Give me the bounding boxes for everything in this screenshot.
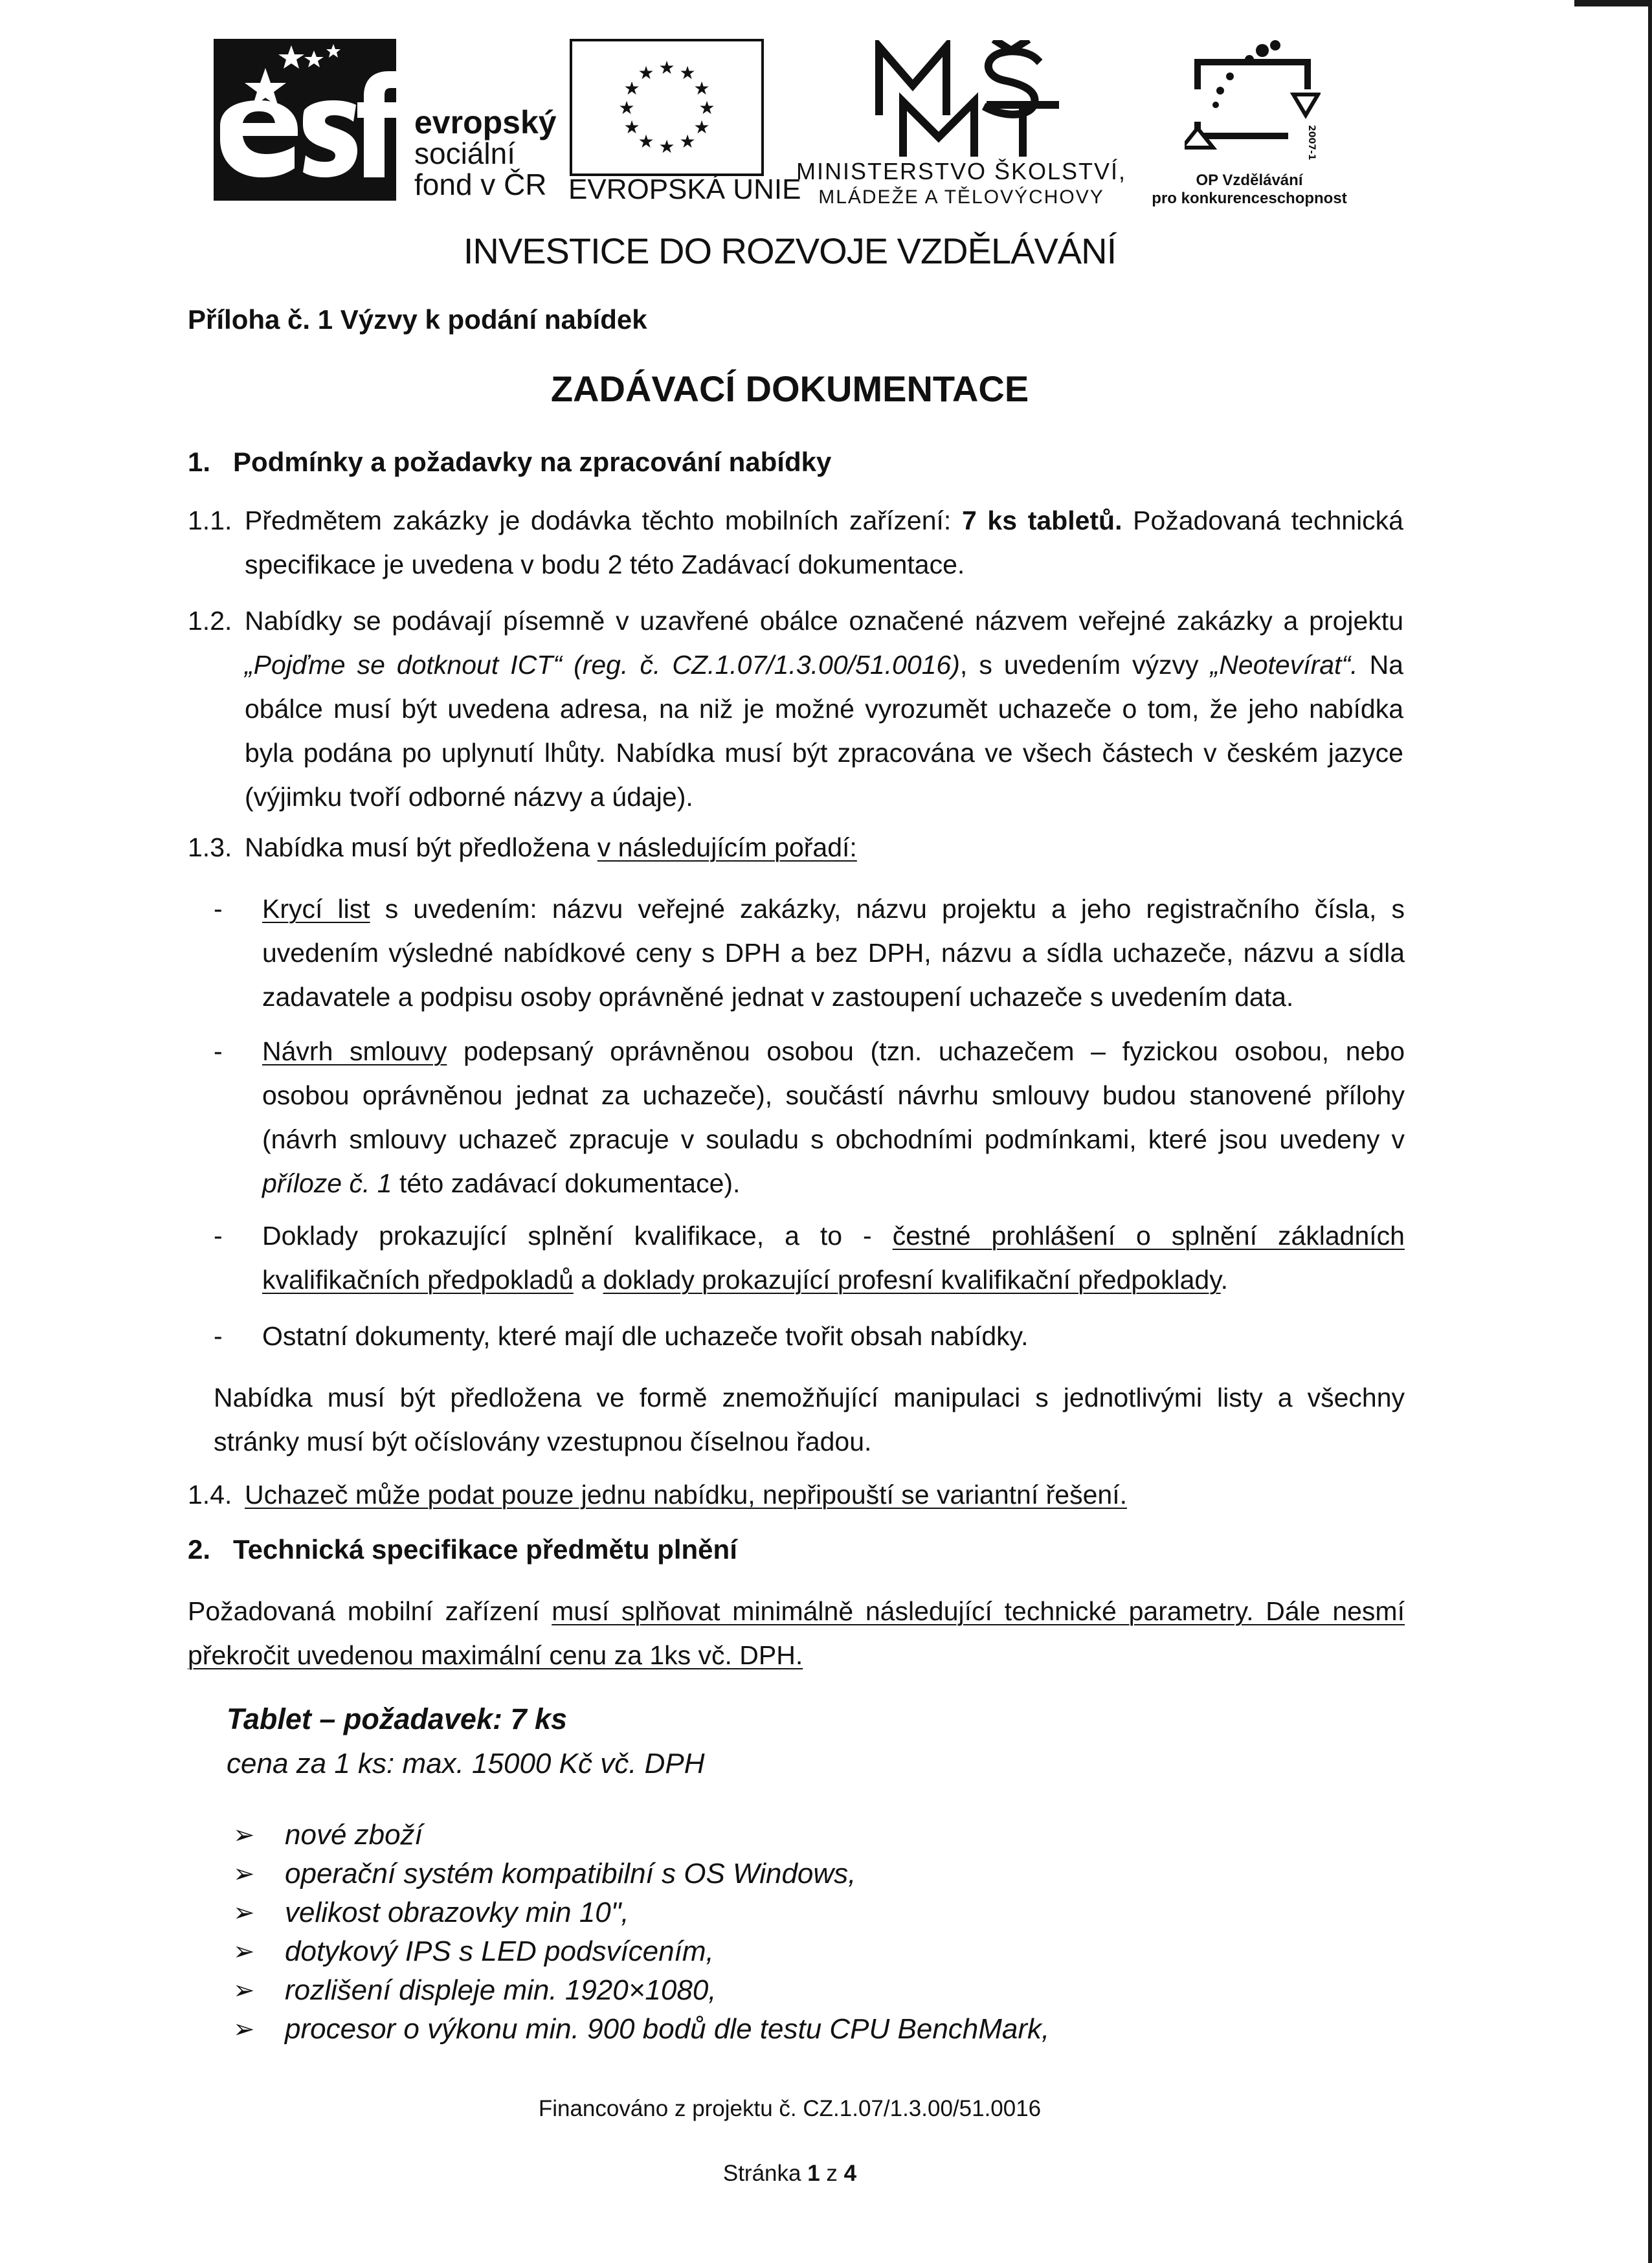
op-logo	[1185, 38, 1321, 161]
arrow-bullet-icon: ➢	[233, 1976, 255, 2005]
section2-heading: 2. Technická specifikace předmětu plnění	[188, 1534, 737, 1565]
qualification-text-a: Doklady prokazující splnění kvalifikace, a to -	[262, 1221, 872, 1251]
svg-text:★: ★	[698, 97, 715, 118]
list-item	[233, 2010, 1463, 2049]
dash-item-qualification	[262, 1214, 1405, 1302]
qualification-text-c: .	[1220, 1265, 1229, 1295]
arrow-bullet-icon: ➢	[233, 1821, 255, 1849]
p11-text-a: Předmětem zakázky je dodávka těchto mobilních zařízení:	[245, 506, 952, 535]
dash-marker-3: -	[214, 1221, 223, 1251]
financing-note: Financováno z projektu č. CZ.1.07/1.3.00/51.0016	[538, 2096, 1042, 2121]
p13-text-a: Nabídka musí být předložena	[245, 832, 590, 862]
page-label: Stránka	[722, 2161, 801, 2186]
eu-caption: EVROPSKÁ UNIE	[568, 173, 801, 205]
list-item	[233, 1932, 1463, 1971]
list-item	[233, 1855, 1463, 1893]
page-number	[0, 2161, 1579, 2187]
arrow-bullet-icon: ➢	[233, 2015, 255, 2044]
list-item	[233, 1816, 1463, 1855]
scan-edge	[1648, 0, 1652, 2263]
arrow-bullet-icon: ➢	[233, 1860, 255, 1888]
op-years-label: 2007-13	[1306, 125, 1317, 161]
esf-caption-line1: evropský	[414, 104, 557, 140]
spec-text: velikost obrazovky min 10",	[285, 1897, 629, 1928]
p12-project-name: „Pojďme se dotknout ICT“ (reg. č. CZ.1.07/1.3.00/51.0016)	[245, 650, 960, 680]
arrow-bullet-icon: ➢	[233, 1937, 255, 1966]
section1-heading: 1. Podmínky a požadavky na zpracování nabídky	[188, 447, 832, 477]
contract-draft-text-b: této zadávací dokumentace).	[399, 1168, 741, 1198]
dash-item-cover-sheet	[262, 887, 1405, 1019]
tablet-requirement-title: Tablet – požadavek: 7 ks	[227, 1702, 568, 1735]
op-caption-line2: pro konkurenceschopnost	[1152, 190, 1347, 207]
p12-text-c: , s uvedením výzvy	[959, 650, 1199, 680]
tablet-max-price: cena za 1 ks: max. 15000 Kč vč. DPH	[227, 1748, 705, 1779]
submission-closing-paragraph: Nabídka musí být předložena ve formě znemožňující manipulaci s jednotlivými listy a všechny stránky musí být očíslovány vzestupnou číselnou řadou.	[214, 1383, 1405, 1456]
svg-text:★: ★	[658, 57, 675, 78]
svg-text:★: ★	[623, 117, 640, 138]
svg-text:★: ★	[638, 62, 654, 84]
p11-number: 1.1.	[188, 506, 232, 535]
contract-draft-annex: příloze č. 1	[262, 1168, 392, 1198]
qualification-documents: doklady prokazující profesní kvalifikační předpoklady	[603, 1265, 1221, 1295]
op-caption-line1: OP Vzdělávání	[1196, 172, 1303, 189]
msmt-logo	[867, 40, 1062, 157]
op-caption	[1130, 172, 1369, 208]
p12-number: 1.2.	[188, 606, 232, 636]
svg-text:★: ★	[679, 131, 696, 152]
p13-paragraph	[245, 825, 1403, 869]
list-item	[233, 1893, 1463, 1932]
qualification-text-b: a	[581, 1265, 596, 1295]
dash-item-other-documents: Ostatní dokumenty, které mají dle uchazeče tvořit obsah nabídky.	[262, 1321, 1029, 1351]
section2-intro	[188, 1589, 1405, 1677]
p13-number: 1.3.	[188, 832, 232, 862]
dash-marker-4: -	[214, 1321, 223, 1351]
spec-text: nové zboží	[285, 1819, 423, 1851]
msmt-caption-line2: MLÁDEŽE A TĚLOVÝCHOVY	[818, 186, 1104, 208]
contract-draft-label: Návrh smlouvy	[262, 1036, 447, 1066]
qualification-declaration: čestné prohlášení o splnění základních kvalifikačních předpokladů	[262, 1221, 1405, 1295]
p13-text-b: v následujícím pořadí:	[597, 832, 857, 862]
cover-sheet-text: s uvedením: názvu veřejné zakázky, názvu projektu a jeho registračního čísla, s uvedením výsledné nabídkové ceny s DPH a bez DPH, názvu a sídla uchazeče, názvu a sídla zadavatele a podpisu osoby oprávněné jednat v zastoupení uchazeče s uvedením data.	[262, 894, 1405, 1012]
section2-intro-a: Požadovaná mobilní zařízení	[188, 1596, 540, 1626]
document-title: ZADÁVACÍ DOKUMENTACE	[550, 368, 1029, 409]
tablet-spec-list	[233, 1816, 1463, 2049]
esf-caption	[414, 104, 557, 201]
annex-label: Příloha č. 1 Výzvy k podání nabídek	[188, 304, 647, 335]
p11-paragraph	[245, 498, 1403, 586]
esf-logo-art	[214, 39, 396, 201]
op-logo-art	[1185, 38, 1321, 161]
esf-caption-line3: fond v ČR	[414, 168, 547, 201]
eu-flag-logo	[570, 39, 764, 176]
list-item	[233, 1971, 1463, 2010]
page-current: 1	[807, 2161, 820, 2186]
dash-marker-2: -	[214, 1036, 223, 1066]
svg-text:★: ★	[623, 78, 640, 99]
p11-text-b: 7 ks tabletů.	[961, 506, 1122, 535]
contract-draft-text-a: podepsaný oprávněnou osobou (tzn. uchazečem – fyzickou osobou, nebo osobou oprávněnou jednat za uchazeče), součástí návrhu smlouvy budou stanovené přílohy (návrh smlouvy uchazeč zpracuje v souladu s obchodními podmínkami, které jsou uvedeny v	[262, 1036, 1405, 1154]
spec-text: rozlišení displeje min. 1920×1080,	[285, 1974, 717, 2006]
page-total: 4	[843, 2161, 857, 2186]
eu-stars-icon	[572, 41, 761, 173]
esf-logo	[214, 39, 396, 201]
investice-heading: INVESTICE DO ROZVOJE VZDĚLÁVÁNÍ	[463, 230, 1117, 271]
msmt-caption	[783, 159, 1139, 210]
spec-text: operační systém kompatibilní s OS Windows,	[285, 1858, 856, 1890]
svg-text:★: ★	[658, 136, 675, 157]
p12-neotevirat: „Neotevírat“.	[1210, 650, 1358, 680]
svg-text:★: ★	[618, 97, 635, 118]
p11-text-c: Požadovaná technická specifikace je uvedena v bodu 2 této Zadávací dokumentace.	[245, 506, 1403, 579]
p14-paragraph	[245, 1473, 1403, 1517]
spec-text: dotykový IPS s LED podsvícením,	[285, 1935, 714, 1967]
msmt-logo-art	[867, 40, 1062, 157]
svg-text:★: ★	[693, 78, 710, 99]
spec-text: procesor o výkonu min. 900 bodů dle testu CPU BenchMark,	[285, 2013, 1050, 2045]
arrow-bullet-icon: ➢	[233, 1899, 255, 1927]
dash-marker-1: -	[214, 894, 223, 924]
p14-number: 1.4.	[188, 1480, 232, 1510]
section2-intro-underlined: musí splňovat minimálně následující technické parametry. Dále nesmí překročit uvedenou maximální cenu za 1ks vč. DPH.	[188, 1596, 1405, 1670]
scan-edge-top	[1574, 0, 1652, 6]
p12-text-a: Nabídky se podávají písemně v uzavřené obálce označené názvem veřejné zakázky a projektu	[245, 606, 1403, 636]
svg-text:★: ★	[693, 117, 710, 138]
p14-text: Uchazeč může podat pouze jednu nabídku, nepřipouští se variantní řešení.	[245, 1480, 1127, 1510]
svg-text:★: ★	[679, 62, 696, 84]
page-of: z	[826, 2161, 838, 2186]
esf-caption-line2: sociální	[414, 137, 515, 170]
p12-text-e: Na obálce musí být uvedena adresa, na niž je možné vyrozumět uchazeče o tom, že jeho nabídka byla podána po uplynutí lhůty. Nabídka musí být zpracována ve všech částech v českém jazyce (výjimku tvoří odborné názvy a údaje).	[245, 650, 1403, 812]
p12-paragraph	[245, 599, 1403, 819]
dash-item-contract-draft	[262, 1029, 1405, 1205]
cover-sheet-label: Krycí list	[262, 894, 370, 924]
msmt-caption-line1: MINISTERSTVO ŠKOLSTVÍ,	[796, 158, 1127, 184]
svg-text:★: ★	[638, 131, 654, 152]
